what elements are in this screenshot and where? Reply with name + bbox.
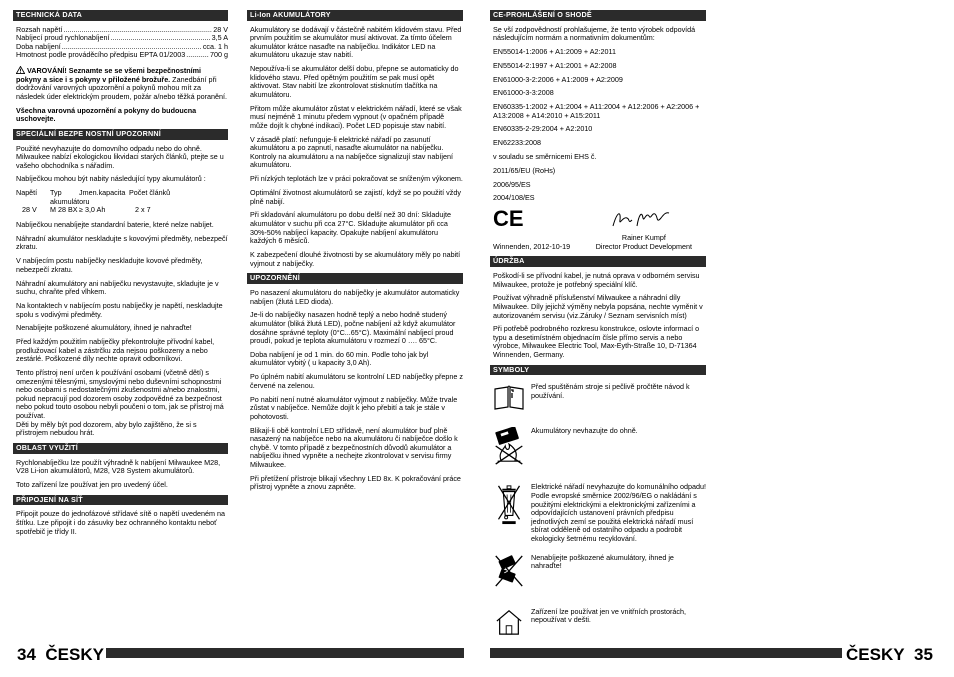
li-ion-paragraph: Akumulátory se dodávají v částečně nabitém klidovém stavu. Před prvním použitím se akumulátor musí aktivovat. Za tímto účelem akumulátor krátce nasaďte na nabíječku. Indikátor LED na akumulátoru ukazuje stav nabití. (250, 24, 462, 60)
crossed-bin-icon (493, 483, 525, 525)
safety-paragraph: Nabíječkou mohou být nabity následující typy akumulátorů : (16, 174, 206, 184)
footer-right (846, 645, 933, 665)
table-cell: 2 x 7 (135, 205, 151, 215)
page-number-right: 35 (914, 645, 933, 664)
notice-paragraph: Blikají-li obě kontrolní LED střídavě, není akumulátor buď plně nasazený na nabíječce nebo na akumulátoru či nabíječce došlo k chybě. V tomto případě z bezpečnostních důvodů akumulátor a nabíječku ihned vypněte a nechejte zkontrolovat v servisu firmy Milwaukee. (250, 425, 458, 469)
li-ion-paragraph: Při nízkých teplotách lze v práci pokračovat se sníženým výkonem. (250, 174, 463, 184)
ce-norm: EN60335-1:2002 + A1:2004 + A11:2004 + A12:2006 + A2:2006 + A13:2008 + A14:2010 + A15:2011 (493, 102, 700, 120)
table-cell: 28 V (22, 205, 37, 215)
symbols-header: SYMBOLY (490, 365, 706, 376)
safety-paragraph: Nabíječkou nenabíjejte standardní baterie, které nelze nabíjet. (16, 220, 214, 230)
use-paragraph: Rychlonabíječku lze použít výhradně k nabíjení Milwaukee M28, V28 Li-ion akumulátorů, M28, V28 System akumulátorů. (16, 457, 221, 476)
ce-norm: EN61000-3-2:2006 + A1:2009 + A2:2009 (493, 74, 623, 84)
spec-row: Nabíjecí proud rychlonabíjení ..... 3,5 A (16, 34, 228, 43)
safety-paragraph: V nabíjecím postu nabíječky neskladujte kovové předměty, nebezpečí zkratu. (16, 256, 203, 274)
middle-column (250, 10, 463, 497)
symbol-row (493, 483, 706, 543)
symbol-text: Před spuštěnám stroje si pečlivě pročtěte návod k používání. (531, 382, 690, 401)
footer-bar-left (106, 648, 464, 658)
signature-block (493, 234, 706, 251)
notice-paragraph: Po nasazení akumulátoru do nabíječky je akumulátor automaticky nabíjen (žlutá LED dioda). (250, 287, 460, 306)
ce-norm: 2011/65/EU (RoHs) (493, 165, 556, 175)
damaged-battery-icon (493, 554, 525, 588)
safety-paragraph: Náhradní akumulátor neskladujte s kovovými předměty, nebezpečí zkratu. (16, 233, 228, 252)
ce-norm: EN55014-1:2006 + A1:2009 + A2:2011 (493, 46, 616, 56)
symbol-text: Zařízení lze používat jen ve vnitřních prostorách, nepoužívat v dešti. (531, 606, 687, 625)
notice-paragraph: Po nabití není nutné akumulátor vyjmout z nabíječky. Může trvale zůstat v nabíječce. Nemůže dojít k jeho přebití a tak je stále v pohotovosti. (250, 394, 458, 421)
specs-list (16, 26, 228, 60)
notice-paragraph: Po úplném nabití akumulátoru se kontrolní LED nabíječky přepne z červené na zelenou. (250, 372, 463, 390)
spec-row: Hmotnost podle prováděcího předpisu EPTA 01/2003 ..... 700 g (16, 51, 228, 60)
notice-paragraph: Při přetížení přístroje blikají všechny LED 8x. K pokračování práce přístroj vypněte a znovu zapněte. (250, 473, 461, 492)
place-date: Winnenden, 2012-10-19 (493, 241, 571, 251)
maintenance-paragraph: Při potřebě podrobného rozkresu konstrukce, oslovte informací o typu a desetimístném objednacím čísle přímo servis a nebo výrobce, Milwaukee Electric Tool, Max-Eyth-Straße 10, D-71364 Winnenden, Germany. (493, 324, 700, 360)
spec-row: Rozsah napětí ..... 28 V (16, 26, 228, 35)
li-ion-paragraph: V zásadě platí: nefunguje-li elektrické nářadí po zasunutí akumulátoru a po zapnutí, nasaďte akumulátor na nabíječku. Kontroly na akumulátoru a na nabíječce signalizují stav nabíjení akumulátoru. (250, 134, 453, 170)
table-header: Typ akumulátoru (50, 188, 90, 206)
table-header: Napětí (16, 188, 38, 198)
symbol-row (493, 383, 706, 411)
li-ion-header: Li-Ion AKUMULÁTORY (247, 10, 463, 21)
warning-keep: Všechna varovná upozornění a pokyny do budoucna uschovejte. (16, 105, 197, 124)
table-header: Jmen.kapacita (79, 188, 126, 198)
language-left: ČESKY (45, 645, 104, 664)
signature-icon (611, 208, 671, 230)
table-header: Počet článků (129, 188, 171, 198)
table-cell: ≥ 3,0 Ah (79, 205, 106, 215)
signer-name: Rainer Kumpf (621, 233, 666, 243)
use-paragraph: Toto zařízení lze používat jen pro uvedený účel. (16, 479, 168, 489)
signer-title: Director Product Development (595, 241, 692, 251)
ce-norm: 2004/108/ES (493, 193, 535, 203)
ce-header: CE-PROHLÁŠENÍ O SHODĚ (490, 10, 706, 21)
li-ion-paragraph: Při skladování akumulátoru po dobu delší než 30 dní: Skladujte akumulátor v suchu při cca 27°C. Skladujte akumulátor při cca 30%-50% nabíjecí kapacity. Opakujte nabíjení akumulátoru každých 6 měsíců. (250, 210, 451, 246)
right-column (493, 10, 706, 646)
ce-norm: EN55014-2:1997 + A1:2001 + A2:2008 (493, 60, 617, 70)
connect-header: PŘIPOJENÍ NA SÍŤ (13, 495, 228, 506)
safety-paragraph: Tento přístroj není určen k používání osobami (včetně dětí) s omezenými tělesnými, smyslovými nebo duševními schopnostmi nebo osobami s nedostatečnými zkušenostmi a/nebo znalostmi, pokud nepracují pod dozorem osoby zodpovědné za bezpečnost nebo pokud touto osobou nebyli poučeni o tom, jak se přístroj má používat. Děti by měly být pod dozorem, aby bylo zajištěno, že si s přístrojem nebudou hrát. (16, 368, 224, 438)
safety-paragraph: Použité nevyhazujte do domovního odpadu nebo do ohně. Milwaukee nabízí ekologickou likvidaci starých článků, ptejte se u vašeho obchodníka s nářadím. (16, 143, 224, 170)
page-number-left: 34 (17, 645, 36, 664)
language-right: ČESKY (846, 645, 905, 664)
symbol-row (493, 554, 706, 588)
warning-block (16, 66, 228, 101)
battery-table (16, 189, 228, 215)
li-ion-paragraph: Optimální životnost akumulátorů se zajistí, když se po použití vždy plně nabijí. (250, 188, 461, 206)
maintenance-paragraph: Používat výhradně příslušenství Milwaukee a náhradní díly Milwaukee. Díly jejichž výměny nebyla popsána, nechte vyměnit v autorizovaném servisu (viz.Záruky / Seznam servisních míst) (493, 293, 703, 320)
ce-norm: EN62233:2008 (493, 138, 541, 148)
maintenance-paragraph: Poškodí-li se přívodní kabel, je nutná oprava v odborném servisu Milwaukee, protože je potřebný speciální klíč. (493, 270, 700, 289)
safety-paragraph: Nenabíjejte poškozené akumulátory, ihned je nahraďte! (16, 323, 192, 333)
warning-bold: VAROVÁNÍ! Seznamte se se všemi bezpečnostními pokyny a sice i s pokyny v přiložené brožuře. (16, 65, 202, 84)
warning-triangle-icon (16, 66, 25, 74)
symbol-text: Akumulátory nevhazujte do ohně. (531, 426, 638, 436)
symbol-row (493, 608, 706, 636)
ce-intro: Se vší zodpovědností prohlašujeme, že tento výrobek odpovídá následujícím normám a normativním dokumentům: (493, 24, 696, 43)
ce-norm: 2006/95/ES (493, 179, 531, 189)
ce-mark: CE (493, 206, 524, 232)
li-ion-paragraph: Přitom může akumulátor zůstat v elektrickém nářadí, které se však musí nejméně 1 minutu předem vypnout (v opačném případě může dojít k chybné indikaci). Počet LED popisuje stav nabití. (250, 103, 462, 130)
safety-paragraph: Na kontaktech v nabíjecím postu nabíječky je napětí, neskladujte spolu s vodivými předměty. (16, 300, 223, 319)
battery-no-fire-icon (493, 427, 525, 465)
manual-book-icon (493, 383, 525, 411)
table-cell: M 28 BX (50, 205, 78, 215)
safety-paragraph: Náhradní akumulátory ani nabíječku nevystavujte, skladujte je v suchu, chraňte před vlhkem. (16, 278, 219, 297)
ce-norm: v souladu se směrnicemi EHS č. (493, 152, 597, 162)
footer-left (17, 645, 104, 665)
safety-paragraph: Před každým použitím nabíječky překontrolujte přívodní kabel, prodlužovací kabel a zástrčku zda nejsou poškozeny a nebo zestárlé. Poškozené díly nechte opravit odborníkovi. (16, 337, 215, 364)
use-header: OBLAST VYUŽITÍ (13, 443, 228, 454)
notice-paragraph: Je-li do nabíječky nasazen hodně teplý a nebo hodně studený akumulátor (bliká žlutá LED), počne nabíjení až když akumulátor dosáhne správné teploty (0°C...65°C). Maximální nabíjecí proud proudí, pokud je teplota akumulátoru v rozmezí 0 …. 65°C. (250, 310, 456, 346)
maintenance-header: ÚDRŽBA (490, 256, 706, 267)
tech-data-header: TECHNICKÁ DATA (13, 10, 228, 21)
spec-row: Doba nabíjení ..... cca. 1 h (16, 43, 228, 52)
ce-norm: EN60335-2-29:2004 + A2:2010 (493, 124, 593, 134)
li-ion-paragraph: K zabezpečení dlouhé životnosti by se akumulátory měly po nabití vyjmout z nabíječky. (250, 249, 461, 268)
left-column (16, 10, 228, 541)
li-ion-paragraph: Nepoužíva-li se akumulátor delší dobu, přepne se automaticky do klidového stavu. Před opětným použitím se pak musí opět aktivovat. Stav nabití lze zkontrolovat stisknutím tlačítka na akumulátoru. (250, 64, 459, 99)
symbol-text: Nenabíjejte poškozené akumulátory, ihned je nahraďte! (531, 552, 674, 571)
ce-norm: EN61000-3-3:2008 (493, 88, 554, 98)
symbol-row (493, 427, 706, 465)
warning-text: Zanedbání při dodržování varovných upozornění a pokynů mohou mít za následek úder elektrickým proudem, požár a/nebo těžká poranění. (16, 74, 227, 101)
safety-header: SPECIÁLNÍ BEZPE NOSTNÍ UPOZORNNÍ (13, 129, 228, 140)
notice-paragraph: Doba nabíjení je od 1 min. do 60 min. Podle toho jak byl akumulátor vybitý ( u kapacity 3,0 Ah). (250, 349, 429, 368)
connect-paragraph: Připojit pouze do jednofázové střídavé sítě o napětí uvedeném na štítku. Lze připojit i do zásuvky bez ochranného kontaktu neboť spotřebič je třídy II. (16, 509, 225, 536)
symbol-text: Elektrické nářadí nevyhazujte do komunálního odpadu! Podle evropské směrnice 2002/96/EG o nakládání s použitými elektrickými a elektronickými zařízeními a odpovídajících ustanovení právních předpisu jednotlivých zemí se použitá elektrická nářadí musí sbírat odděleně od ostatního odpadu a podrobit ekologicky šetrnému recyklování. (531, 482, 707, 543)
ce-norms (493, 48, 706, 203)
notice-header: UPOZORNĚNÍ (247, 273, 463, 284)
footer-bar-right (490, 648, 842, 658)
indoor-house-icon (493, 608, 525, 636)
